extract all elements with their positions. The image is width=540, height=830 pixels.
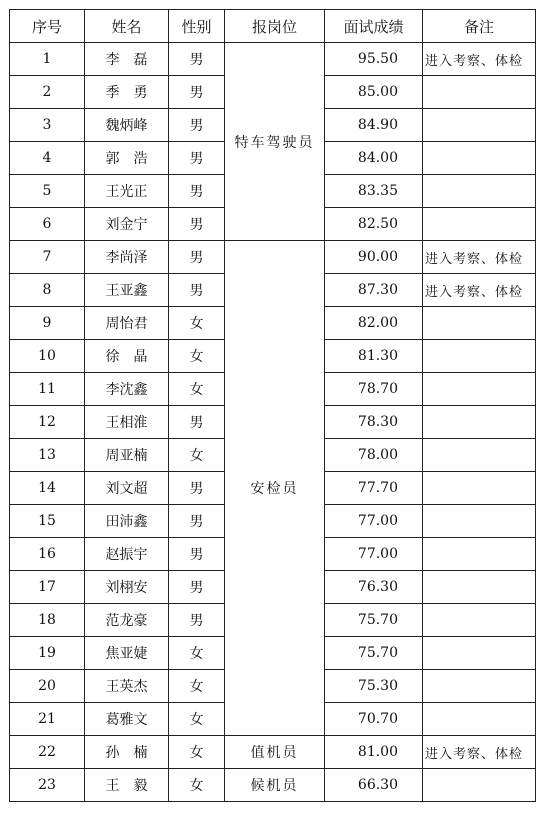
row-gender: 女	[169, 736, 225, 769]
row-number: 5	[10, 175, 85, 208]
row-name: 焦亚婕	[85, 637, 169, 670]
row-score: 78.70	[325, 373, 423, 406]
row-number: 18	[10, 604, 85, 637]
header-remark: 备注	[423, 10, 536, 43]
row-gender: 男	[169, 571, 225, 604]
row-number: 2	[10, 76, 85, 109]
row-gender: 女	[169, 670, 225, 703]
row-name: 李沈鑫	[85, 373, 169, 406]
row-remark	[423, 142, 536, 175]
row-number: 21	[10, 703, 85, 736]
row-remark	[423, 505, 536, 538]
row-number: 11	[10, 373, 85, 406]
row-name: 徐 晶	[85, 340, 169, 373]
row-name: 王亚鑫	[85, 274, 169, 307]
row-number: 23	[10, 769, 85, 802]
table-body	[10, 43, 536, 802]
row-name: 季 勇	[85, 76, 169, 109]
row-score: 70.70	[325, 703, 423, 736]
row-score: 77.70	[325, 472, 423, 505]
row-gender: 男	[169, 505, 225, 538]
row-post: 候机员	[225, 769, 325, 802]
row-gender: 女	[169, 637, 225, 670]
row-name: 田沛鑫	[85, 505, 169, 538]
row-remark	[423, 208, 536, 241]
row-remark	[423, 340, 536, 373]
row-score: 95.50	[325, 43, 423, 76]
row-number: 19	[10, 637, 85, 670]
row-remark: 进入考察、体检	[423, 736, 536, 769]
row-remark	[423, 670, 536, 703]
row-number: 15	[10, 505, 85, 538]
row-name: 王英杰	[85, 670, 169, 703]
row-name: 范龙豪	[85, 604, 169, 637]
row-score: 82.50	[325, 208, 423, 241]
row-name: 王相淮	[85, 406, 169, 439]
row-score: 75.70	[325, 637, 423, 670]
row-number: 14	[10, 472, 85, 505]
row-gender: 男	[169, 109, 225, 142]
row-score: 81.30	[325, 340, 423, 373]
row-gender: 男	[169, 604, 225, 637]
row-name: 刘金宁	[85, 208, 169, 241]
row-remark	[423, 538, 536, 571]
row-score: 75.30	[325, 670, 423, 703]
row-remark: 进入考察、体检	[423, 241, 536, 274]
table-row	[10, 43, 536, 76]
row-remark	[423, 703, 536, 736]
row-name: 葛雅文	[85, 703, 169, 736]
row-score: 82.00	[325, 307, 423, 340]
header-gender: 性别	[169, 10, 225, 43]
row-gender: 男	[169, 142, 225, 175]
row-score: 90.00	[325, 241, 423, 274]
row-gender: 男	[169, 76, 225, 109]
row-remark	[423, 373, 536, 406]
row-gender: 男	[169, 175, 225, 208]
header-post: 报岗位	[225, 10, 325, 43]
row-remark	[423, 175, 536, 208]
row-name: 周怡君	[85, 307, 169, 340]
row-remark	[423, 604, 536, 637]
row-name: 郭 浩	[85, 142, 169, 175]
header-name: 姓名	[85, 10, 169, 43]
row-name: 王 毅	[85, 769, 169, 802]
row-score: 81.00	[325, 736, 423, 769]
row-number: 9	[10, 307, 85, 340]
row-gender: 女	[169, 307, 225, 340]
header-no: 序号	[10, 10, 85, 43]
results-table	[9, 9, 536, 802]
row-number: 4	[10, 142, 85, 175]
row-gender: 女	[169, 373, 225, 406]
row-remark: 进入考察、体检	[423, 274, 536, 307]
row-post: 安检员	[225, 241, 325, 736]
row-score: 66.30	[325, 769, 423, 802]
row-number: 20	[10, 670, 85, 703]
row-gender: 男	[169, 43, 225, 76]
row-name: 周亚楠	[85, 439, 169, 472]
row-score: 83.35	[325, 175, 423, 208]
row-name: 李 磊	[85, 43, 169, 76]
row-number: 1	[10, 43, 85, 76]
row-remark	[423, 439, 536, 472]
row-score: 85.00	[325, 76, 423, 109]
row-remark	[423, 571, 536, 604]
row-remark	[423, 769, 536, 802]
row-remark	[423, 406, 536, 439]
row-gender: 女	[169, 703, 225, 736]
row-name: 魏炳峰	[85, 109, 169, 142]
row-remark	[423, 109, 536, 142]
row-score: 78.30	[325, 406, 423, 439]
table-header	[10, 10, 536, 43]
row-gender: 女	[169, 340, 225, 373]
row-number: 6	[10, 208, 85, 241]
header-score: 面试成绩	[325, 10, 423, 43]
row-gender: 男	[169, 208, 225, 241]
table-row	[10, 241, 536, 274]
row-number: 17	[10, 571, 85, 604]
row-score: 76.30	[325, 571, 423, 604]
row-number: 3	[10, 109, 85, 142]
row-name: 刘文超	[85, 472, 169, 505]
row-post: 值机员	[225, 736, 325, 769]
row-score: 77.00	[325, 505, 423, 538]
row-score: 78.00	[325, 439, 423, 472]
table-row	[10, 769, 536, 802]
table-row	[10, 736, 536, 769]
row-score: 75.70	[325, 604, 423, 637]
row-post: 特车驾驶员	[225, 43, 325, 241]
row-name: 刘栩安	[85, 571, 169, 604]
row-number: 12	[10, 406, 85, 439]
row-number: 8	[10, 274, 85, 307]
row-number: 13	[10, 439, 85, 472]
row-remark	[423, 307, 536, 340]
row-gender: 男	[169, 406, 225, 439]
row-gender: 女	[169, 769, 225, 802]
row-number: 7	[10, 241, 85, 274]
row-name: 赵振宇	[85, 538, 169, 571]
row-name: 王光正	[85, 175, 169, 208]
row-name: 孙 楠	[85, 736, 169, 769]
row-gender: 男	[169, 472, 225, 505]
row-number: 10	[10, 340, 85, 373]
row-gender: 女	[169, 439, 225, 472]
row-score: 84.00	[325, 142, 423, 175]
header-row	[10, 10, 536, 43]
row-remark	[423, 637, 536, 670]
row-score: 84.90	[325, 109, 423, 142]
row-remark: 进入考察、体检	[423, 43, 536, 76]
row-gender: 男	[169, 538, 225, 571]
row-score: 77.00	[325, 538, 423, 571]
row-name: 李尚泽	[85, 241, 169, 274]
row-gender: 男	[169, 241, 225, 274]
row-number: 22	[10, 736, 85, 769]
row-number: 16	[10, 538, 85, 571]
row-score: 87.30	[325, 274, 423, 307]
row-remark	[423, 472, 536, 505]
row-remark	[423, 76, 536, 109]
row-gender: 男	[169, 274, 225, 307]
